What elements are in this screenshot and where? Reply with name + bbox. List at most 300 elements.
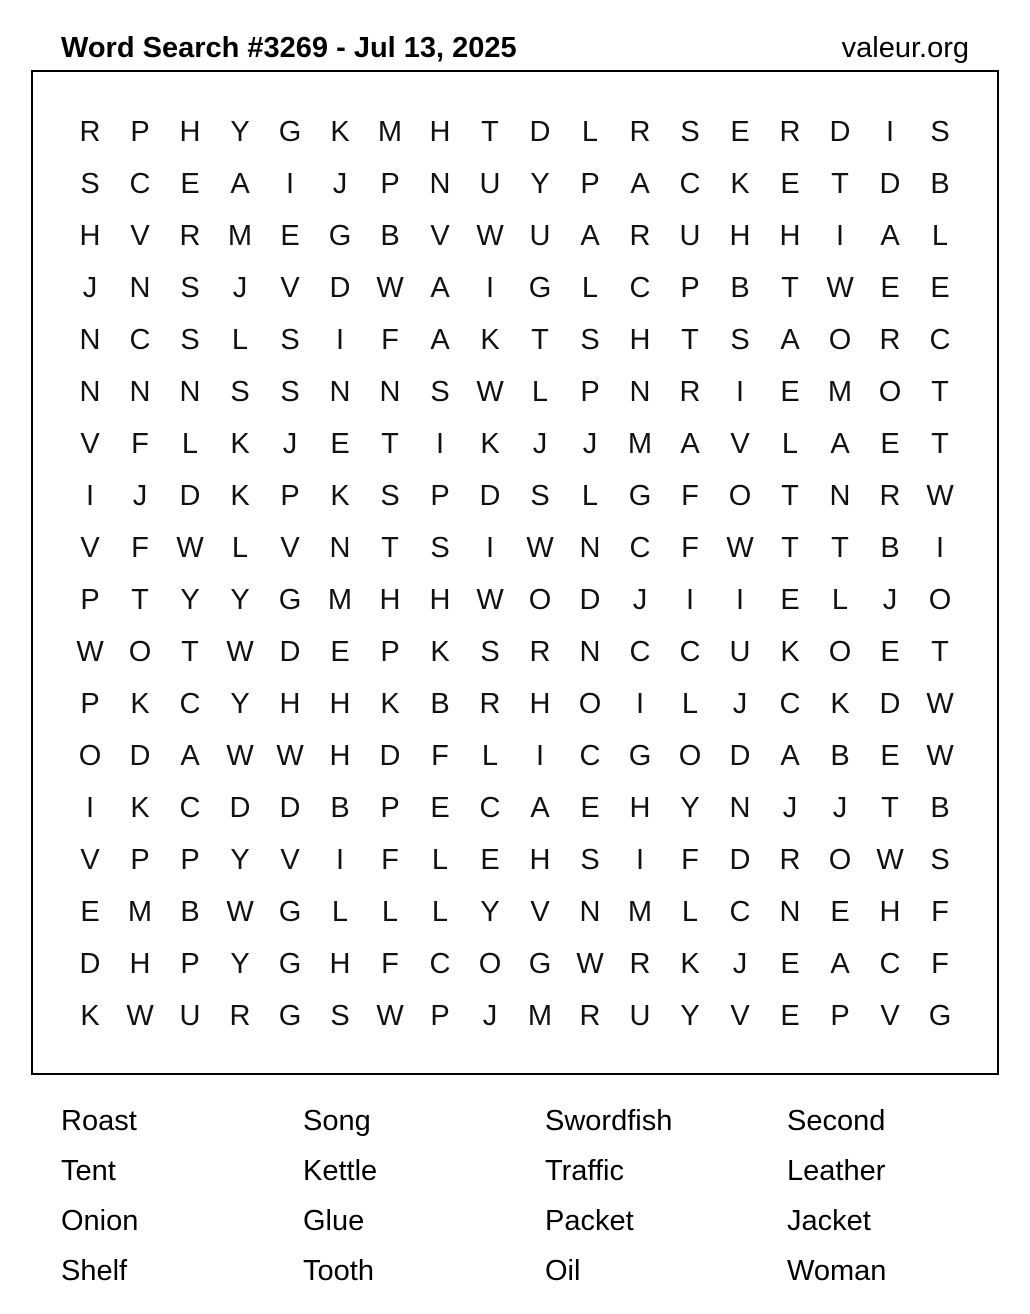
grid-letter[interactable]: K: [780, 635, 800, 668]
grid-letter[interactable]: J: [582, 427, 598, 460]
grid-letter[interactable]: R: [779, 843, 801, 876]
grid-letter[interactable]: I: [885, 115, 895, 148]
grid-letter[interactable]: T: [181, 635, 199, 668]
grid-letter[interactable]: N: [79, 375, 101, 408]
grid-letter[interactable]: K: [130, 791, 150, 824]
grid-letter[interactable]: T: [381, 531, 399, 564]
grid-letter[interactable]: G: [278, 115, 302, 148]
grid-letter[interactable]: F: [681, 843, 699, 876]
grid-letter[interactable]: L: [831, 583, 849, 616]
grid-letter[interactable]: T: [481, 115, 499, 148]
grid-letter[interactable]: N: [779, 895, 801, 928]
grid-letter[interactable]: Y: [530, 167, 550, 200]
grid-letter[interactable]: V: [280, 271, 300, 304]
grid-letter[interactable]: E: [880, 427, 900, 460]
grid-letter[interactable]: A: [630, 167, 650, 200]
grid-letter[interactable]: N: [329, 531, 351, 564]
grid-letter[interactable]: P: [680, 271, 700, 304]
grid-letter[interactable]: K: [230, 479, 250, 512]
grid-letter[interactable]: L: [181, 427, 199, 460]
grid-letter[interactable]: T: [131, 583, 149, 616]
grid-letter[interactable]: H: [129, 947, 151, 980]
grid-letter[interactable]: U: [179, 999, 201, 1032]
grid-letter[interactable]: B: [380, 219, 400, 252]
grid-letter[interactable]: T: [881, 791, 899, 824]
grid-letter[interactable]: E: [880, 635, 900, 668]
grid-letter[interactable]: W: [876, 843, 904, 876]
grid-letter[interactable]: A: [680, 427, 700, 460]
grid-letter[interactable]: T: [931, 375, 949, 408]
grid-letter[interactable]: L: [931, 219, 949, 252]
grid-letter[interactable]: L: [581, 271, 599, 304]
grid-letter[interactable]: O: [478, 947, 502, 980]
grid-letter[interactable]: S: [180, 271, 200, 304]
grid-letter[interactable]: K: [330, 479, 350, 512]
grid-letter[interactable]: E: [780, 947, 800, 980]
grid-letter[interactable]: J: [82, 271, 98, 304]
grid-letter[interactable]: V: [280, 843, 300, 876]
grid-letter[interactable]: L: [381, 895, 399, 928]
grid-letter[interactable]: W: [476, 219, 504, 252]
grid-letter[interactable]: C: [679, 635, 701, 668]
grid-letter[interactable]: R: [779, 115, 801, 148]
grid-letter[interactable]: M: [227, 219, 253, 252]
grid-letter[interactable]: D: [529, 115, 551, 148]
grid-letter[interactable]: W: [276, 739, 304, 772]
grid-letter[interactable]: I: [685, 583, 695, 616]
grid-letter[interactable]: D: [879, 167, 901, 200]
grid-letter[interactable]: W: [926, 479, 954, 512]
grid-letter[interactable]: I: [85, 479, 95, 512]
grid-letter[interactable]: B: [430, 687, 450, 720]
grid-letter[interactable]: V: [530, 895, 550, 928]
grid-letter[interactable]: G: [528, 947, 552, 980]
grid-letter[interactable]: W: [226, 739, 254, 772]
grid-letter[interactable]: F: [931, 895, 949, 928]
grid-letter[interactable]: R: [879, 323, 901, 356]
grid-letter[interactable]: Y: [230, 583, 250, 616]
grid-letter[interactable]: H: [329, 947, 351, 980]
grid-letter[interactable]: S: [280, 323, 300, 356]
grid-letter[interactable]: P: [580, 167, 600, 200]
grid-letter[interactable]: R: [629, 947, 651, 980]
grid-letter[interactable]: S: [180, 323, 200, 356]
grid-letter[interactable]: B: [930, 167, 950, 200]
grid-letter[interactable]: I: [735, 583, 745, 616]
grid-letter[interactable]: H: [279, 687, 301, 720]
grid-letter[interactable]: G: [628, 479, 652, 512]
grid-letter[interactable]: W: [176, 531, 204, 564]
grid-letter[interactable]: P: [80, 583, 100, 616]
grid-letter[interactable]: F: [131, 531, 149, 564]
grid-letter[interactable]: V: [80, 843, 100, 876]
grid-letter[interactable]: E: [930, 271, 950, 304]
grid-letter[interactable]: L: [231, 531, 249, 564]
grid-letter[interactable]: I: [535, 739, 545, 772]
grid-letter[interactable]: Y: [230, 947, 250, 980]
grid-letter[interactable]: L: [231, 323, 249, 356]
grid-letter[interactable]: V: [80, 531, 100, 564]
grid-letter[interactable]: G: [278, 895, 302, 928]
grid-letter[interactable]: D: [829, 115, 851, 148]
grid-letter[interactable]: W: [826, 271, 854, 304]
grid-letter[interactable]: R: [179, 219, 201, 252]
grid-letter[interactable]: F: [131, 427, 149, 460]
grid-letter[interactable]: C: [129, 323, 151, 356]
grid-letter[interactable]: C: [679, 167, 701, 200]
grid-letter[interactable]: N: [579, 895, 601, 928]
grid-letter[interactable]: C: [879, 947, 901, 980]
grid-letter[interactable]: L: [431, 843, 449, 876]
grid-letter[interactable]: V: [730, 999, 750, 1032]
grid-letter[interactable]: B: [330, 791, 350, 824]
grid-letter[interactable]: D: [79, 947, 101, 980]
grid-letter[interactable]: K: [130, 687, 150, 720]
grid-letter[interactable]: V: [430, 219, 450, 252]
grid-letter[interactable]: W: [926, 739, 954, 772]
grid-letter[interactable]: G: [278, 583, 302, 616]
grid-letter[interactable]: J: [332, 167, 348, 200]
grid-letter[interactable]: N: [429, 167, 451, 200]
grid-letter[interactable]: L: [581, 479, 599, 512]
grid-letter[interactable]: P: [130, 115, 150, 148]
grid-letter[interactable]: E: [780, 583, 800, 616]
grid-letter[interactable]: O: [878, 375, 902, 408]
grid-letter[interactable]: F: [381, 947, 399, 980]
grid-letter[interactable]: S: [580, 843, 600, 876]
grid-letter[interactable]: E: [430, 791, 450, 824]
grid-letter[interactable]: F: [381, 843, 399, 876]
grid-letter[interactable]: K: [80, 999, 100, 1032]
grid-letter[interactable]: S: [930, 843, 950, 876]
grid-letter[interactable]: D: [329, 271, 351, 304]
grid-letter[interactable]: F: [681, 479, 699, 512]
grid-letter[interactable]: B: [180, 895, 200, 928]
grid-letter[interactable]: M: [527, 999, 553, 1032]
grid-letter[interactable]: K: [830, 687, 850, 720]
grid-letter[interactable]: W: [726, 531, 754, 564]
grid-letter[interactable]: J: [132, 479, 148, 512]
grid-letter[interactable]: I: [285, 167, 295, 200]
grid-letter[interactable]: I: [485, 531, 495, 564]
grid-letter[interactable]: C: [429, 947, 451, 980]
grid-letter[interactable]: A: [780, 323, 800, 356]
grid-letter[interactable]: G: [278, 947, 302, 980]
grid-letter[interactable]: V: [130, 219, 150, 252]
grid-letter[interactable]: W: [576, 947, 604, 980]
grid-letter[interactable]: C: [129, 167, 151, 200]
grid-letter[interactable]: T: [931, 427, 949, 460]
grid-letter[interactable]: R: [629, 115, 651, 148]
grid-letter[interactable]: E: [730, 115, 750, 148]
grid-letter[interactable]: A: [180, 739, 200, 772]
grid-letter[interactable]: J: [282, 427, 298, 460]
grid-letter[interactable]: C: [929, 323, 951, 356]
grid-letter[interactable]: R: [879, 479, 901, 512]
grid-letter[interactable]: L: [681, 895, 699, 928]
grid-letter[interactable]: S: [680, 115, 700, 148]
grid-letter[interactable]: H: [79, 219, 101, 252]
grid-letter[interactable]: D: [579, 583, 601, 616]
grid-letter[interactable]: J: [732, 687, 748, 720]
grid-letter[interactable]: H: [529, 843, 551, 876]
grid-letter[interactable]: P: [430, 479, 450, 512]
grid-letter[interactable]: P: [380, 635, 400, 668]
grid-letter[interactable]: G: [328, 219, 352, 252]
grid-letter[interactable]: I: [735, 375, 745, 408]
grid-letter[interactable]: E: [880, 271, 900, 304]
grid-letter[interactable]: H: [429, 115, 451, 148]
grid-letter[interactable]: U: [529, 219, 551, 252]
grid-letter[interactable]: P: [130, 843, 150, 876]
grid-letter[interactable]: K: [730, 167, 750, 200]
grid-letter[interactable]: R: [629, 219, 651, 252]
grid-letter[interactable]: S: [380, 479, 400, 512]
grid-letter[interactable]: N: [179, 375, 201, 408]
grid-letter[interactable]: R: [479, 687, 501, 720]
grid-letter[interactable]: L: [331, 895, 349, 928]
grid-letter[interactable]: K: [330, 115, 350, 148]
grid-letter[interactable]: S: [730, 323, 750, 356]
grid-letter[interactable]: J: [232, 271, 248, 304]
grid-letter[interactable]: K: [680, 947, 700, 980]
grid-letter[interactable]: W: [926, 687, 954, 720]
grid-letter[interactable]: B: [830, 739, 850, 772]
grid-letter[interactable]: W: [376, 271, 404, 304]
grid-letter[interactable]: K: [230, 427, 250, 460]
grid-letter[interactable]: T: [531, 323, 549, 356]
grid-letter[interactable]: W: [126, 999, 154, 1032]
grid-letter[interactable]: H: [329, 739, 351, 772]
grid-letter[interactable]: P: [380, 167, 400, 200]
grid-letter[interactable]: C: [179, 687, 201, 720]
grid-letter[interactable]: C: [179, 791, 201, 824]
grid-letter[interactable]: S: [280, 375, 300, 408]
grid-letter[interactable]: S: [80, 167, 100, 200]
grid-letter[interactable]: S: [230, 375, 250, 408]
grid-letter[interactable]: L: [681, 687, 699, 720]
grid-letter[interactable]: A: [830, 427, 850, 460]
grid-letter[interactable]: W: [226, 895, 254, 928]
grid-letter[interactable]: H: [729, 219, 751, 252]
grid-letter[interactable]: W: [476, 583, 504, 616]
grid-letter[interactable]: H: [179, 115, 201, 148]
grid-letter[interactable]: M: [127, 895, 153, 928]
grid-letter[interactable]: G: [628, 739, 652, 772]
grid-letter[interactable]: K: [430, 635, 450, 668]
grid-letter[interactable]: E: [80, 895, 100, 928]
grid-letter[interactable]: N: [129, 375, 151, 408]
grid-letter[interactable]: D: [879, 687, 901, 720]
grid-letter[interactable]: A: [430, 271, 450, 304]
grid-letter[interactable]: A: [830, 947, 850, 980]
grid-letter[interactable]: W: [376, 999, 404, 1032]
grid-letter[interactable]: I: [335, 323, 345, 356]
grid-letter[interactable]: T: [781, 271, 799, 304]
grid-letter[interactable]: A: [430, 323, 450, 356]
grid-letter[interactable]: K: [480, 323, 500, 356]
grid-letter[interactable]: D: [479, 479, 501, 512]
grid-letter[interactable]: M: [377, 115, 403, 148]
grid-letter[interactable]: S: [480, 635, 500, 668]
grid-letter[interactable]: R: [679, 375, 701, 408]
grid-letter[interactable]: M: [827, 375, 853, 408]
grid-letter[interactable]: N: [729, 791, 751, 824]
grid-letter[interactable]: D: [279, 791, 301, 824]
grid-letter[interactable]: C: [629, 271, 651, 304]
grid-letter[interactable]: K: [380, 687, 400, 720]
grid-letter[interactable]: U: [729, 635, 751, 668]
grid-letter[interactable]: C: [779, 687, 801, 720]
grid-letter[interactable]: P: [830, 999, 850, 1032]
grid-letter[interactable]: D: [729, 843, 751, 876]
grid-letter[interactable]: S: [930, 115, 950, 148]
grid-letter[interactable]: E: [830, 895, 850, 928]
grid-letter[interactable]: D: [379, 739, 401, 772]
grid-letter[interactable]: G: [278, 999, 302, 1032]
grid-letter[interactable]: J: [732, 947, 748, 980]
grid-letter[interactable]: Y: [480, 895, 500, 928]
grid-letter[interactable]: D: [229, 791, 251, 824]
grid-letter[interactable]: C: [579, 739, 601, 772]
grid-letter[interactable]: A: [880, 219, 900, 252]
grid-letter[interactable]: V: [880, 999, 900, 1032]
grid-letter[interactable]: E: [880, 739, 900, 772]
grid-letter[interactable]: L: [431, 895, 449, 928]
grid-letter[interactable]: I: [835, 219, 845, 252]
grid-letter[interactable]: Y: [230, 843, 250, 876]
grid-letter[interactable]: C: [629, 635, 651, 668]
grid-letter[interactable]: T: [781, 479, 799, 512]
grid-letter[interactable]: Y: [680, 999, 700, 1032]
grid-letter[interactable]: T: [681, 323, 699, 356]
grid-letter[interactable]: O: [828, 843, 852, 876]
grid-letter[interactable]: C: [479, 791, 501, 824]
grid-letter[interactable]: P: [580, 375, 600, 408]
grid-letter[interactable]: T: [931, 635, 949, 668]
grid-letter[interactable]: N: [829, 479, 851, 512]
grid-letter[interactable]: M: [327, 583, 353, 616]
grid-letter[interactable]: O: [678, 739, 702, 772]
grid-letter[interactable]: N: [79, 323, 101, 356]
grid-letter[interactable]: I: [635, 843, 645, 876]
grid-letter[interactable]: S: [430, 375, 450, 408]
grid-letter[interactable]: D: [729, 739, 751, 772]
grid-letter[interactable]: W: [476, 375, 504, 408]
grid-letter[interactable]: A: [580, 219, 600, 252]
grid-letter[interactable]: I: [85, 791, 95, 824]
grid-letter[interactable]: M: [627, 427, 653, 460]
grid-letter[interactable]: Y: [230, 115, 250, 148]
grid-letter[interactable]: I: [335, 843, 345, 876]
grid-letter[interactable]: S: [430, 531, 450, 564]
grid-letter[interactable]: I: [435, 427, 445, 460]
grid-letter[interactable]: N: [379, 375, 401, 408]
grid-letter[interactable]: E: [330, 427, 350, 460]
grid-letter[interactable]: V: [280, 531, 300, 564]
grid-letter[interactable]: L: [581, 115, 599, 148]
grid-letter[interactable]: O: [928, 583, 952, 616]
grid-letter[interactable]: S: [530, 479, 550, 512]
grid-letter[interactable]: J: [832, 791, 848, 824]
grid-letter[interactable]: Y: [680, 791, 700, 824]
grid-letter[interactable]: C: [729, 895, 751, 928]
grid-letter[interactable]: A: [230, 167, 250, 200]
grid-letter[interactable]: P: [280, 479, 300, 512]
grid-letter[interactable]: F: [431, 739, 449, 772]
grid-letter[interactable]: V: [730, 427, 750, 460]
grid-letter[interactable]: F: [931, 947, 949, 980]
grid-letter[interactable]: P: [80, 687, 100, 720]
grid-letter[interactable]: O: [578, 687, 602, 720]
grid-letter[interactable]: P: [180, 843, 200, 876]
grid-letter[interactable]: D: [179, 479, 201, 512]
grid-letter[interactable]: A: [780, 739, 800, 772]
grid-letter[interactable]: H: [529, 687, 551, 720]
grid-letter[interactable]: E: [780, 375, 800, 408]
grid-letter[interactable]: O: [728, 479, 752, 512]
grid-letter[interactable]: T: [781, 531, 799, 564]
grid-letter[interactable]: J: [782, 791, 798, 824]
grid-letter[interactable]: I: [935, 531, 945, 564]
grid-letter[interactable]: E: [780, 167, 800, 200]
grid-letter[interactable]: N: [629, 375, 651, 408]
grid-letter[interactable]: S: [580, 323, 600, 356]
grid-letter[interactable]: L: [781, 427, 799, 460]
grid-letter[interactable]: H: [379, 583, 401, 616]
grid-letter[interactable]: H: [779, 219, 801, 252]
grid-letter[interactable]: M: [627, 895, 653, 928]
grid-letter[interactable]: H: [879, 895, 901, 928]
grid-letter[interactable]: R: [579, 999, 601, 1032]
grid-letter[interactable]: D: [129, 739, 151, 772]
grid-letter[interactable]: O: [828, 635, 852, 668]
grid-letter[interactable]: W: [526, 531, 554, 564]
grid-letter[interactable]: J: [532, 427, 548, 460]
grid-letter[interactable]: S: [330, 999, 350, 1032]
grid-letter[interactable]: T: [381, 427, 399, 460]
grid-letter[interactable]: U: [479, 167, 501, 200]
grid-letter[interactable]: H: [329, 687, 351, 720]
grid-letter[interactable]: D: [279, 635, 301, 668]
grid-letter[interactable]: H: [629, 791, 651, 824]
grid-letter[interactable]: O: [828, 323, 852, 356]
grid-letter[interactable]: L: [481, 739, 499, 772]
grid-letter[interactable]: U: [629, 999, 651, 1032]
grid-letter[interactable]: W: [226, 635, 254, 668]
grid-letter[interactable]: O: [78, 739, 102, 772]
grid-letter[interactable]: P: [180, 947, 200, 980]
grid-letter[interactable]: R: [229, 999, 251, 1032]
grid-letter[interactable]: V: [80, 427, 100, 460]
grid-letter[interactable]: G: [528, 271, 552, 304]
grid-letter[interactable]: E: [330, 635, 350, 668]
grid-letter[interactable]: E: [180, 167, 200, 200]
grid-letter[interactable]: E: [580, 791, 600, 824]
grid-letter[interactable]: G: [928, 999, 952, 1032]
grid-letter[interactable]: Y: [230, 687, 250, 720]
grid-letter[interactable]: F: [381, 323, 399, 356]
grid-letter[interactable]: A: [530, 791, 550, 824]
grid-letter[interactable]: J: [632, 583, 648, 616]
grid-letter[interactable]: Y: [180, 583, 200, 616]
grid-letter[interactable]: E: [480, 843, 500, 876]
grid-letter[interactable]: W: [76, 635, 104, 668]
grid-letter[interactable]: P: [380, 791, 400, 824]
grid-letter[interactable]: I: [635, 687, 645, 720]
grid-letter[interactable]: P: [430, 999, 450, 1032]
grid-letter[interactable]: N: [579, 531, 601, 564]
